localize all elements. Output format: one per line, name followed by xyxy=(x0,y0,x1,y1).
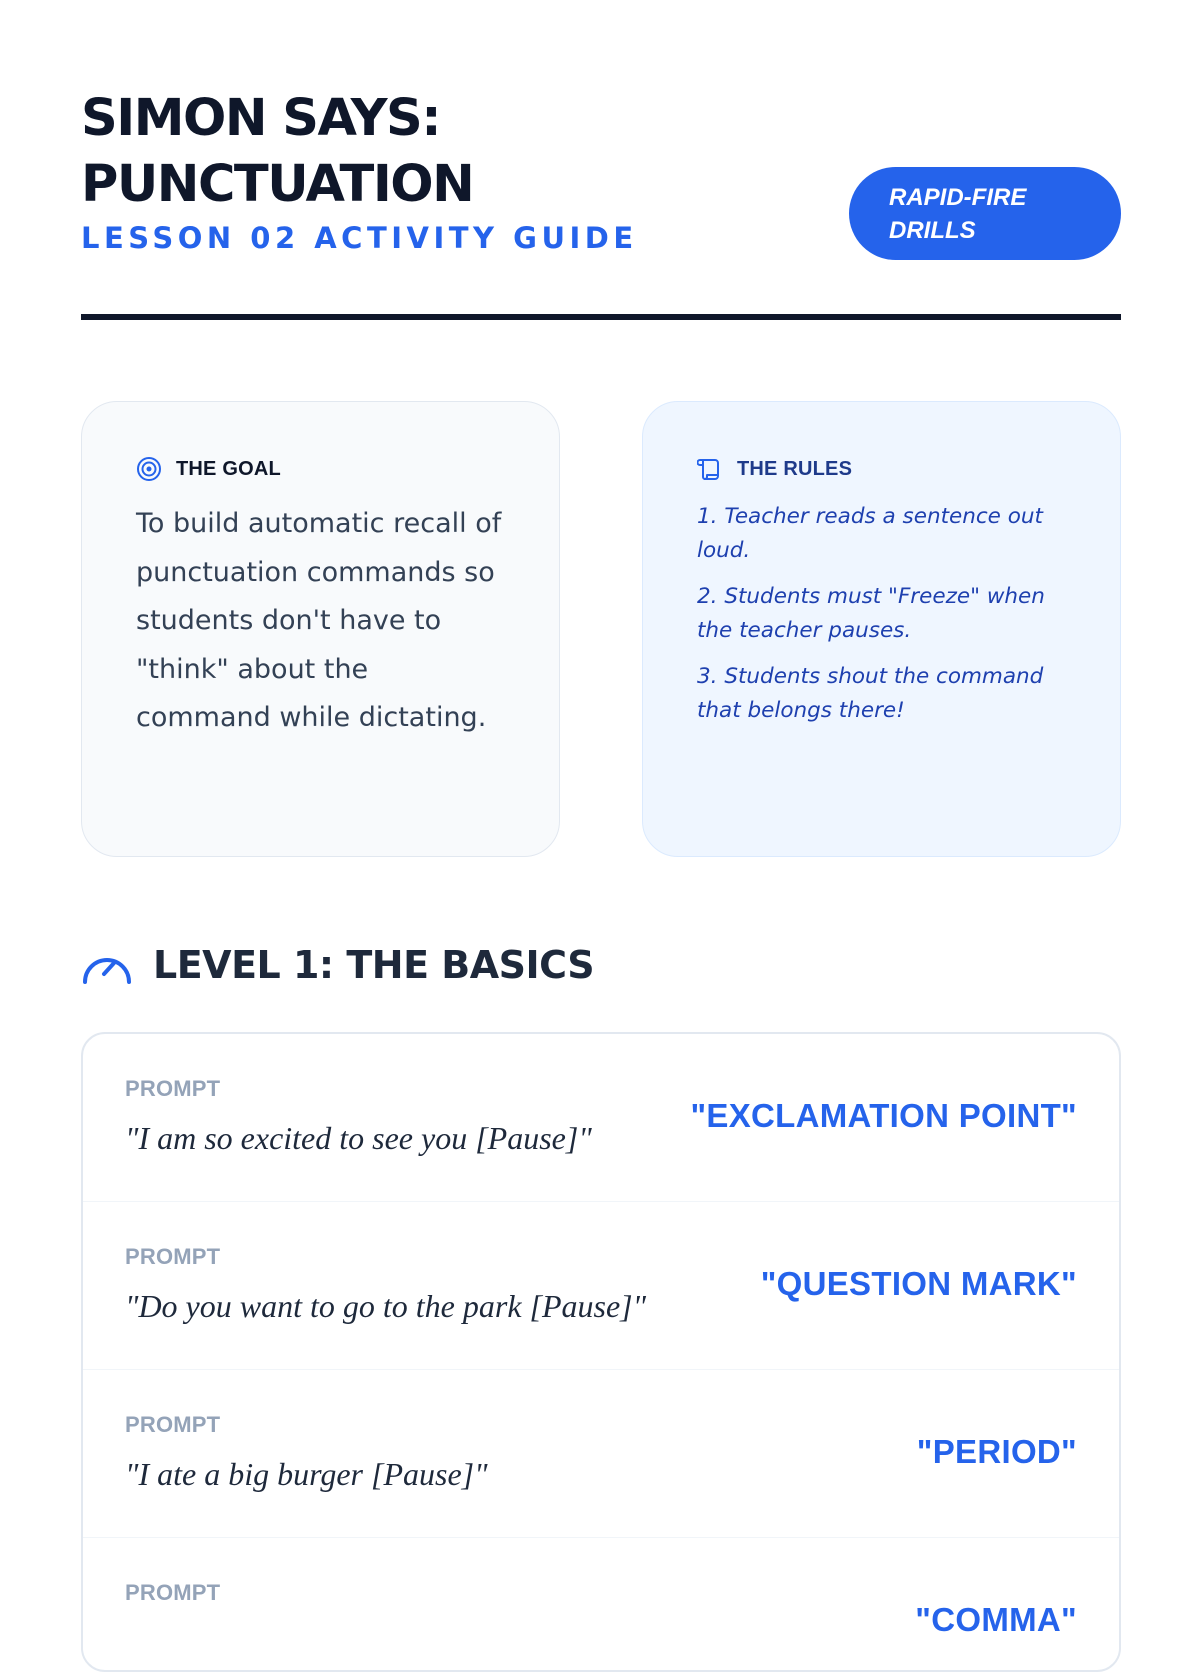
drill-row xyxy=(83,1202,1119,1370)
goal-card-header xyxy=(136,456,505,482)
prompt-text: "Do you want to go to the park [Pause]" xyxy=(125,1288,647,1324)
rule-item: 3. Students shout the command that belongs there! xyxy=(697,664,1044,723)
rule-item: 1. Teacher reads a sentence out loud. xyxy=(697,504,1043,563)
scroll-icon xyxy=(697,456,723,482)
prompt-label: PROMPT xyxy=(125,1244,221,1269)
prompt-label: PROMPT xyxy=(125,1076,221,1101)
answer-command: "COMMA" xyxy=(915,1601,1077,1638)
prompt-text: "I am so excited to see you [Pause]" xyxy=(125,1120,592,1156)
drill-table xyxy=(81,1032,1121,1672)
prompt-label: PROMPT xyxy=(125,1580,221,1605)
rules-label: THE RULES xyxy=(737,457,853,480)
goal-card xyxy=(81,401,560,857)
rule-item: 2. Students must "Freeze" when the teacher pauses. xyxy=(697,584,1045,643)
activity-guide-page xyxy=(81,0,1121,1638)
level-title: LEVEL 1: THE BASICS xyxy=(153,943,595,987)
page-subtitle: LESSON 02 ACTIVITY GUIDE xyxy=(81,221,638,255)
level-heading xyxy=(81,940,594,990)
target-icon xyxy=(136,456,162,482)
rules-card-header xyxy=(697,456,1066,482)
goal-text: To build automatic recall of punctuation commands so students don't have to "think" about the command while dictating. xyxy=(136,508,502,733)
rules-list xyxy=(697,500,1066,728)
drill-row xyxy=(83,1034,1119,1202)
answer-command: "QUESTION MARK" xyxy=(760,1265,1077,1302)
drill-row xyxy=(83,1538,1119,1672)
header-divider xyxy=(81,314,1121,320)
answer-command: "EXCLAMATION POINT" xyxy=(690,1097,1077,1134)
drill-row xyxy=(83,1370,1119,1538)
answer-command: "PERIOD" xyxy=(916,1433,1077,1470)
rules-card xyxy=(642,401,1121,857)
prompt-text: "I ate a big burger [Pause]" xyxy=(125,1456,488,1492)
drill-type-badge: RAPID-FIRE DRILLS xyxy=(849,167,1121,260)
goal-label: THE GOAL xyxy=(176,457,281,480)
speedometer-icon xyxy=(81,944,133,986)
page-title: SIMON SAYS: PUNCTUATION xyxy=(81,89,474,214)
prompt-label: PROMPT xyxy=(125,1412,221,1437)
